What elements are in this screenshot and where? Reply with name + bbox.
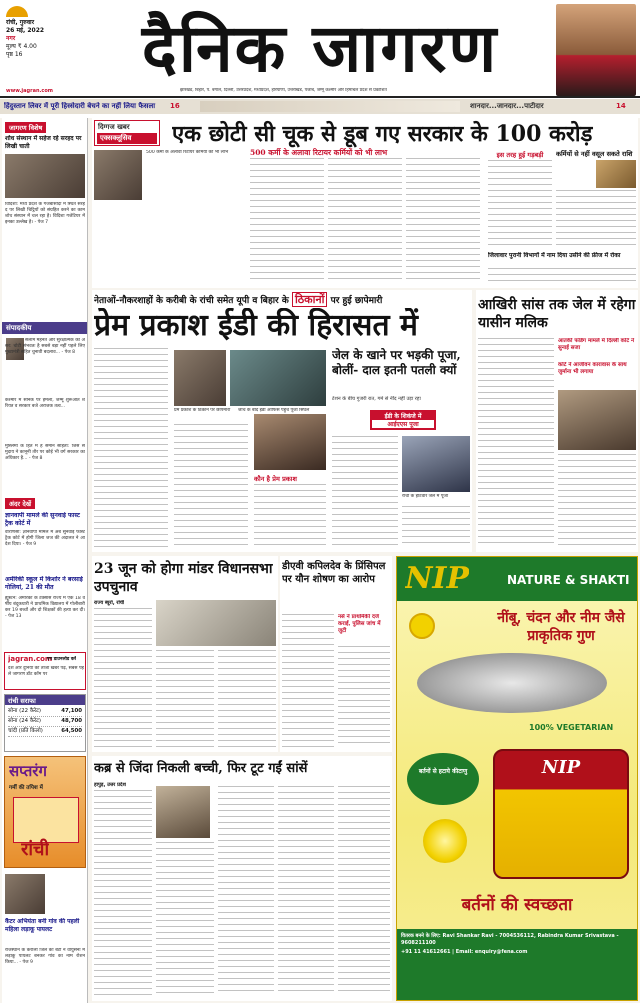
yasin-box2: कोर्ट ने आजीवन कारावास के साथ जुर्माना भी लगाया xyxy=(558,362,627,375)
mandar-byline: राज्य ब्यूरो, रांची xyxy=(94,600,125,606)
lead-box2-title: कर्मियों से नहीं वसूल सकते राशि xyxy=(556,150,633,158)
ed-caption-2: जांच के बाद ईडी ऑफिस पहुंचे पूजा सिंघल xyxy=(238,408,310,413)
teaser-bar xyxy=(0,99,640,114)
lead-text-col-6 xyxy=(556,190,636,250)
lead-photo xyxy=(94,150,142,200)
lead-logo xyxy=(94,120,160,146)
gold-rate-row xyxy=(8,717,82,727)
masthead-city: नगर xyxy=(6,35,16,42)
lead-text-col-7 xyxy=(488,268,636,284)
gold-rate-value: 48,700 xyxy=(61,718,82,724)
mandar-text-col-1 xyxy=(94,608,152,748)
nip-brand: NIP xyxy=(405,561,470,596)
teaser-right-page: 14 xyxy=(616,102,626,110)
grave-byline: हापुड़, उत्तर प्रदेश xyxy=(94,782,126,788)
nip-contact-bar xyxy=(397,929,637,1000)
ed-story xyxy=(92,290,472,552)
lead-box1-title: इस तरह हुई गड़बड़ी xyxy=(496,151,544,159)
lead-text-col-5 xyxy=(488,160,552,250)
gold-rate-label: सोना (22 कैरेट) xyxy=(8,708,41,714)
ed-box-line1: ईडी के शिकंजे में xyxy=(384,413,422,420)
andar-dekhen-tag: अंदर देखें xyxy=(5,498,35,509)
mandar-text-col-2 xyxy=(156,650,214,748)
sampadkiya-tag: संपादकीय xyxy=(2,322,88,334)
lead-story xyxy=(92,118,638,288)
gold-rates-table xyxy=(5,705,85,739)
ed-headline[interactable]: प्रेम प्रकाश ईडी की हिरासत में xyxy=(94,308,418,343)
grave-headline[interactable]: कब्र से जिंदा निकली बच्ची, फिर टूट गईं सांसें xyxy=(94,761,308,776)
masthead-info xyxy=(6,6,76,86)
ed-kicker-end: पर हुई छापेमारी xyxy=(330,296,383,306)
app-ad-body: देश और दुनिया की ताजा खबरें पढ़ें, सबसे पहले जागरण डॉट कॉम पर xyxy=(8,666,84,677)
mandar-text-col-3 xyxy=(218,650,276,748)
ed-who: कौन है प्रेम प्रकाश xyxy=(254,475,297,483)
grave-text-col-3 xyxy=(218,786,274,996)
lead-text-col-4 xyxy=(406,158,480,284)
nip-tub-brand: NIP xyxy=(541,757,581,778)
lead-col-text: 500 कर्मी के अलावा रिटायर कर्मियों को भी लाभ xyxy=(146,150,229,155)
mandar-story xyxy=(92,556,278,752)
pilot-title[interactable]: कैंटर अभियंता बनी गांव की पहली महिला लड़ाकू पायलट xyxy=(5,918,80,933)
ed-box xyxy=(370,410,436,430)
pooja-photo xyxy=(402,436,470,492)
nip-footer: बर्तनों की स्वच्छता xyxy=(461,895,573,915)
masthead xyxy=(0,0,640,118)
inside-1-body: वाराणसी: ज्ञानवापी मामले में अब सुनवाई फास्ट ट्रैक कोर्ट में होगी जिला जज की अदालत ने आदेश दिया। - पेज 9 xyxy=(5,530,85,547)
lead-text-col-2 xyxy=(250,158,324,284)
sun-logo-icon xyxy=(6,6,28,17)
masthead-date: 26 मई, 2022 xyxy=(6,27,45,34)
yasin-headline[interactable]: आखिरी सांस तक जेल में रहेगा यासीन मलिक xyxy=(478,297,636,331)
teaser-left[interactable]: हिंदुस्तान लिवर में पूरी हिस्सेदारी बेचने का नहीं लिया फैसला xyxy=(4,102,156,110)
nip-chip xyxy=(407,753,479,805)
inside-1-title[interactable]: ज्ञानवापी मामले की सुनवाई फास्ट ट्रैक कोर्ट में xyxy=(5,512,80,527)
ed-photo-1 xyxy=(174,350,226,406)
yasin-photo xyxy=(558,390,636,450)
sapthrang-feature[interactable] xyxy=(4,756,86,868)
gold-rates-title: रांची सराफा xyxy=(5,695,85,705)
gold-rate-value: 47,100 xyxy=(61,708,82,714)
sapthrang-title: सप्तरंग xyxy=(9,762,47,780)
prem-prakash-photo xyxy=(254,414,326,470)
sapthrang-sub: गर्मी की तपिश में xyxy=(9,785,43,791)
gold-rate-label: चांदी (प्रति किलो) xyxy=(8,728,43,734)
evm-photo xyxy=(156,600,276,646)
editorial-3[interactable]: मुस्लिमों के हित में है समान संहिता: जिस समुदाय ने कानूनी तौर पर कोई भी वर्ग सरकार का अधिकार है... - पेज 8 xyxy=(5,444,85,461)
vishesh-photo xyxy=(5,154,85,198)
nip-ad[interactable] xyxy=(396,556,638,1001)
dav-story xyxy=(280,556,392,752)
yasin-text-col-1 xyxy=(478,338,554,548)
mandar-headline[interactable]: 23 जून को होगा मांडर विधानसभा उपचुनाव xyxy=(94,561,273,595)
teaser-center-strip xyxy=(200,101,460,112)
inside-2-body: ह्यूस्टन: अमेरिका के टेक्सास राज्य में एक 18 वर्षीय बंदूकधारी ने प्राथमिक विद्यालय में गोलीबारी कर 19 बच्चों और दो शिक्षकों की हत्या कर दी। - पेज 13 xyxy=(5,596,85,619)
lemon-icon xyxy=(409,613,435,639)
teaser-right[interactable]: शानदार...जानदार...पाटीदार xyxy=(470,102,544,110)
masthead-site[interactable]: www.jagran.com xyxy=(6,88,54,94)
grave-text-col-4 xyxy=(278,786,334,996)
lead-subhead: 500 कर्मी के अलावा रिटायर कर्मियों को भी लाभ xyxy=(250,148,388,157)
vishesh-title[interactable]: शोध संस्थान में सहेज रहे सरहद पर लिखी चाती xyxy=(5,135,82,150)
lead-logo-sub: एक्सक्लूसिव xyxy=(97,133,157,144)
nip-chip-text: बर्तनों से हटाये कीटाणु xyxy=(418,768,468,775)
pilot-photo xyxy=(5,874,45,914)
nip-contact2: +91 11 41612661 | Email: enquiry@fena.com xyxy=(401,949,528,955)
gold-rate-value: 64,500 xyxy=(61,728,82,734)
money-image xyxy=(596,160,636,188)
gold-rate-label: सोना (24 कैरेट) xyxy=(8,718,41,724)
lead-headline[interactable]: एक छोटी सी चूक से डूब गए सरकार के 100 करोड़ xyxy=(172,121,593,147)
dav-text-col-1 xyxy=(282,614,334,748)
yasin-story xyxy=(476,290,638,552)
app-ad-site: jagran.com xyxy=(8,655,53,663)
nip-veg: 100% VEGETARIAN xyxy=(529,723,614,732)
ed-text-col-5 xyxy=(402,506,470,546)
ed-text-col-2 xyxy=(174,424,248,548)
ed-box-line2: आईएएस पूजा xyxy=(372,420,434,428)
ed-text-col-1 xyxy=(94,348,168,548)
ed-sub[interactable]: जेल के खाने पर भड़की पूजा, बोलीं- दाल इतनी पतली क्यों xyxy=(332,348,461,377)
pilot-body: राजस्थान के करौली जिले की बेटी ने वायुसेना में लड़ाकू पायलट बनकर गांव का नाम रोशन किया... - पेज 9 xyxy=(5,948,85,965)
nip-contact: वितरक बनने के लिए: Ravi Shankar Ravi - 7004536112, Rabindra Kumar Srivastava - 9608211100 xyxy=(401,933,619,946)
ed-caption-3: रांची के होटवार जेल में पूजा xyxy=(402,494,449,499)
masthead-title: दैनिक जागरण xyxy=(141,10,499,86)
ed-kicker-highlight: ठिकानों xyxy=(292,292,328,307)
grave-story xyxy=(92,756,392,1001)
lead-body-1 xyxy=(146,150,244,284)
lemon-slice-icon xyxy=(423,819,467,863)
app-ad-line: एप डाउनलोड करें xyxy=(47,657,77,662)
teaser-left-page: 16 xyxy=(170,102,180,110)
ed-photo-2 xyxy=(230,350,326,406)
grave-text-col-5 xyxy=(338,786,390,996)
ed-text-col-4 xyxy=(332,436,398,546)
editorial-2[interactable]: कश्मीर में सैनिक पर हमला, जम्मू शुरूआत शरियत व सरकार बजे अराजक तत्व... xyxy=(5,398,85,409)
gold-rates xyxy=(4,694,86,752)
jagran-app-ad[interactable] xyxy=(4,652,86,690)
editorial-1[interactable]: सलाम मेहनत और सुरक्षात्मक का असर: चोटी संभवतः है सबसे बड़ा नहीं पहले लिए मुख्यमंत्री सहित चुनावी बदलाव... - पेज 8 xyxy=(5,338,85,355)
ed-text-col-3 xyxy=(254,484,326,548)
gold-rate-row xyxy=(8,727,82,737)
grave-photo xyxy=(156,786,210,838)
nip-brand-right: NATURE & SHAKTI xyxy=(507,573,630,587)
masthead-pages: पृष्ठ 16 xyxy=(6,51,23,58)
masthead-editions: झारखंड, बिहार, पं. बंगाल, दिल्ली, उत्तरप्रदेश, मध्यप्रदेश, हरियाणा, उत्तराखंड, पंजाब, जम्मू कश्मीर और हिमाचल प्रदेश से प्रकाशित xyxy=(180,88,387,93)
dav-headline[interactable]: डीएवी कपिलदेव के प्रिंसिपल पर यौन शोषण का आरोप xyxy=(282,561,386,585)
nip-ad-topbar xyxy=(397,557,637,601)
vishesh-body: विदिशा: मध्य प्रदेश के गंजबासौदा में स्थित सरहद पर लिखी चिट्ठियों को संग्रहित करने का काम शोध संस्थान में चल रहा है। विदिशा गजेटियर में इनका उल्लेख है। - पेज 7 xyxy=(5,202,85,225)
grave-text-col-1 xyxy=(94,790,152,996)
gold-rate-row xyxy=(8,707,82,717)
lead-box3-title: जिलावार पुरानी विभागों में नाम दिया उसीने की फ्रीज में रोका xyxy=(488,252,621,259)
left-sidebar xyxy=(2,118,88,1003)
ed-sub2: टेंशन के बीच गुजरी रात, गर्म से नींद नहीं उड़ा रहा xyxy=(332,396,421,402)
yasin-text-col-2 xyxy=(558,454,636,548)
masthead-day: रांची, गुरुवार xyxy=(6,19,35,26)
ed-caption-1: प्रेम प्रकाश के ठिकाने पर छापेमारी xyxy=(174,408,231,413)
nip-tagline: नींबू, चंदन और नीम जैसे प्राकृतिक गुण xyxy=(497,610,625,644)
dav-text-col-2 xyxy=(338,646,390,748)
grave-text-col-2 xyxy=(156,842,214,996)
dav-box: नर्स ने प्राथमिकी दर्ज कराई, पुलिस जांच में जुटी xyxy=(338,614,381,634)
kadhai-image xyxy=(417,653,607,713)
jagran-vishesh-tag: जागरण विशेष xyxy=(5,122,46,133)
cricketer-photo xyxy=(556,4,636,96)
inside-2-title[interactable]: अमेरिकी स्कूल में किशोर ने बरसाई गोलियां, 21 की मौत xyxy=(5,576,83,591)
ed-kicker xyxy=(94,292,470,307)
masthead-price: मूल्य ₹ 4.00 xyxy=(6,43,37,50)
ed-kicker-text: नेताओं-नौकरशाहों के करीबी के रांची समेत यूपी व बिहार के xyxy=(94,296,289,306)
nip-product-tub xyxy=(493,749,629,879)
ranchi-label: रांची xyxy=(21,839,50,860)
yasin-box1: आतंकी फंडिंग मामले में दिल्ली कोर्ट ने सुनाई सजा xyxy=(558,338,635,351)
masthead-rule xyxy=(0,96,640,98)
lead-logo-text: दिग्गज खबर xyxy=(98,122,130,131)
lead-text-col-3 xyxy=(328,158,402,284)
